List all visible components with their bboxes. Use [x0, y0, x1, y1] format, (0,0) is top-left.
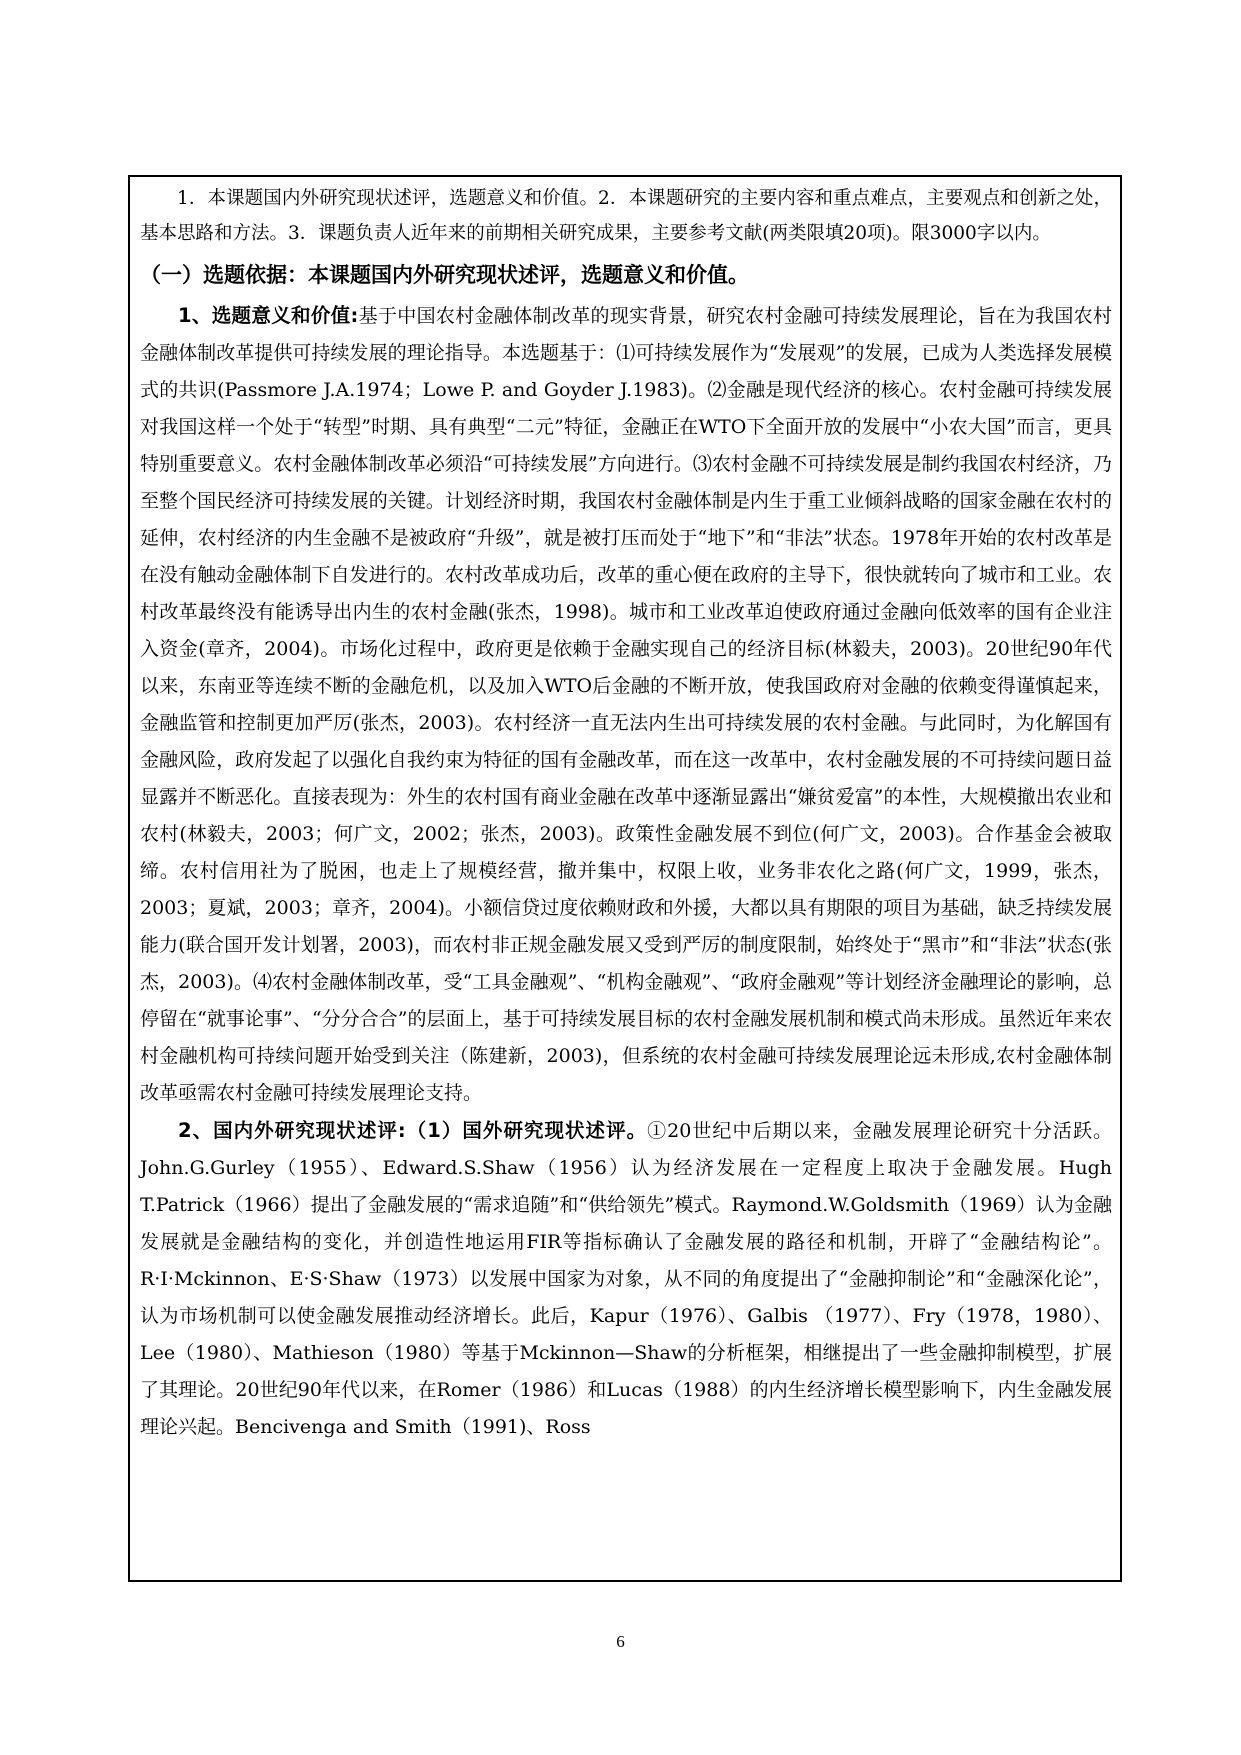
- paragraph-significance: [140, 297, 1112, 1112]
- paragraph-literature-lead: 2、国内外研究现状述评:（1）国外研究现状述评。: [178, 1119, 648, 1142]
- paragraph-literature-text: ①20世纪中后期以来，金融发展理论研究十分活跃。John.G.Gurley（1955）、Edward.S.Shaw（1956）认为经济发展在一定程度上取决于金融发展。Hugh T.Patrick（1966）提出了金融发展的“需求追随”和“供给领先”模式。Raymond.W.Goldsmith（1969）认为金融发展就是金融结构的变化，并创造性地运用FIR等指标确认了金融发展的路径和机制，开辟了“金融结构论”。R·I·Mckinnon、E·S·Shaw（1973）以发展中国家为对象，从不同的角度提出了“金融抑制论”和“金融深化论”，认为市场机制可以使金融发展推动经济增长。此后，Kapur（1976）、Galbis （1977）、Fry（1978，1980）、Lee（1980）、Mathieson（1980）等基于Mckinnon—Shaw的分析框架，相继提出了一些金融抑制模型，扩展了其理论。20世纪90年代以来，在Romer（1986）和Lucas（1988）的内生经济增长模型影响下，内生金融发展理论兴起。Bencivenga and Smith（1991)、Ross: [140, 1120, 1112, 1438]
- page-number: 6: [616, 1632, 625, 1651]
- paragraph-significance-text: 基于中国农村金融体制改革的现实背景，研究农村金融可持续发展理论，旨在为我国农村金融体制改革提供可持续发展的理论指导。本选题基于：⑴可持续发展作为“发展观”的发展，已成为人类选择发展模式的共识(Passmore J.A.1974；Lowe P. and Goyder J.1983)。⑵金融是现代经济的核心。农村金融可持续发展对我国这样一个处于“转型”时期、具有典型“二元”特征，金融正在WTO下全面开放的发展中“小农大国”而言，更具特别重要意义。农村金融体制改革必须沿“可持续发展”方向进行。⑶农村金融不可持续发展是制约我国农村经济，乃至整个国民经济可持续发展的关键。计划经济时期，我国农村金融体制是内生于重工业倾斜战略的国家金融在农村的延伸，农村经济的内生金融不是被政府“升级”，就是被打压而处于“地下”和“非法”状态。1978年开始的农村改革是在没有触动金融体制下自发进行的。农村改革成功后，改革的重心便在政府的主导下，很快就转向了城市和工业。农村改革最终没有能诱导出内生的农村金融(张杰，1998)。城市和工业改革迫使政府通过金融向低效率的国有企业注入资金(章齐，2004)。市场化过程中，政府更是依赖于金融实现自己的经济目标(林毅夫，2003)。20世纪90年代以来，东南亚等连续不断的金融危机，以及加入WTO后金融的不断开放，使我国政府对金融的依赖变得谨慎起来，金融监管和控制更加严厉(张杰，2003)。农村经济一直无法内生出可持续发展的农村金融。与此同时，为化解国有金融风险，政府发起了以强化自我约束为特征的国有金融改革，而在这一改革中，农村金融发展的不可持续问题日益显露并不断恶化。直接表现为：外生的农村国有商业金融在改革中逐渐显露出“嫌贫爱富”的本性，大规模撤出农业和农村(林毅夫，2003；何广文，2002；张杰，2003)。政策性金融发展不到位(何广文，2003)。合作基金会被取缔。农村信用社为了脱困，也走上了规模经营，撤并集中，权限上收，业务非农化之路(何广文，1999，张杰，2003；夏斌，2003；章齐，2004)。小额信贷过度依赖财政和外援，大都以具有期限的项目为基础，缺乏持续发展能力(联合国开发计划署，2003)，而农村非正规金融发展又受到严厉的制度限制，始终处于“黑市”和“非法”状态(张杰，2003)。⑷农村金融体制改革，受“工具金融观”、“机构金融观”、“政府金融观”等计划经济金融理论的影响，总停留在“就事论事”、“分分合合”的层面上，基于可持续发展目标的农村金融发展机制和模式尚未形成。虽然近年来农村金融机构可持续问题开始受到关注（陈建新，2003)，但系统的农村金融可持续发展理论远未形成,农村金融体制改革亟需农村金融可持续发展理论支持。: [140, 305, 1112, 1104]
- paragraph-literature-review: [140, 1112, 1112, 1446]
- paragraph-significance-lead: 1、选题意义和价值:: [178, 304, 359, 327]
- form-instructions: 1．本课题国内外研究现状述评，选题意义和价值。2．本课题研究的主要内容和重点难点，主要观点和创新之处，基本思路和方法。3．课题负责人近年来的前期相关研究成果，主要参考文献(两类限填20项)。限3000字以内。: [140, 188, 1112, 244]
- section-heading: （一）选题依据：本课题国内外研究现状述评，选题意义和价值。: [140, 263, 749, 287]
- form-table-cell: [128, 175, 1122, 1582]
